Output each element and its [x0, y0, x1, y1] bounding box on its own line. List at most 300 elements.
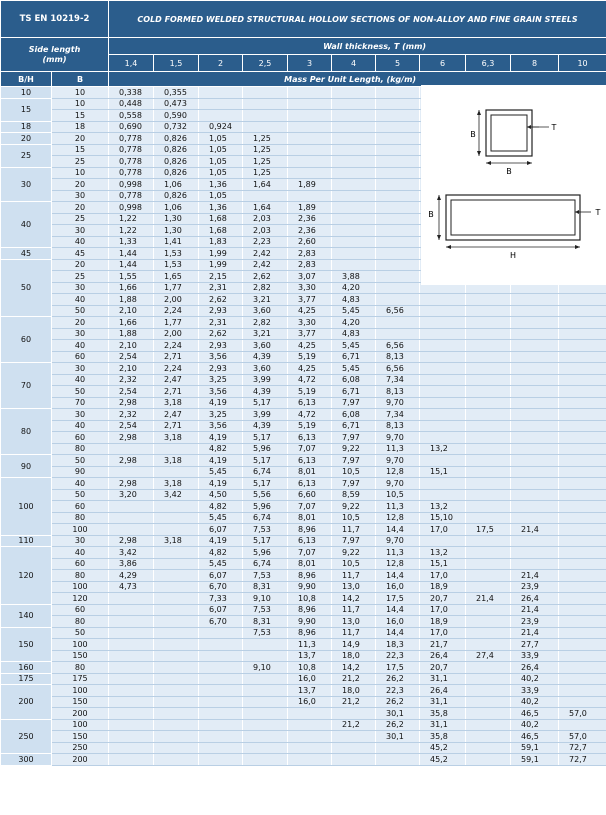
- mass-cell: [559, 501, 606, 513]
- mass-cell: [288, 754, 332, 766]
- mass-cell: 6,71: [332, 386, 376, 398]
- mass-cell: 1,22: [109, 213, 154, 225]
- b-cell: 60: [52, 432, 109, 444]
- mass-cell: [511, 455, 559, 467]
- mass-cell: 46,5: [511, 731, 559, 743]
- mass-cell: 6,07: [199, 524, 243, 536]
- mass-cell: 4,19: [199, 397, 243, 409]
- table-row: [1, 328, 606, 340]
- mass-cell: 14,9: [332, 639, 376, 651]
- mass-cell: 23,9: [511, 581, 559, 593]
- mass-cell: [288, 133, 332, 145]
- mass-cell: 1,22: [109, 225, 154, 237]
- mass-cell: [466, 616, 511, 628]
- mass-cell: 2,00: [154, 294, 199, 306]
- b-cell: 80: [52, 662, 109, 674]
- mass-cell: [511, 340, 559, 352]
- table-row: [1, 604, 606, 616]
- mass-cell: 35,8: [420, 708, 466, 720]
- mass-cell: 3,56: [199, 420, 243, 432]
- mass-cell: 1,65: [154, 271, 199, 283]
- mass-cell: 0,826: [154, 156, 199, 168]
- mass-cell: [376, 754, 420, 766]
- table-row: [1, 351, 606, 363]
- mass-cell: [376, 259, 420, 271]
- b-cell: 100: [52, 685, 109, 697]
- mass-cell: [559, 639, 606, 651]
- mass-cell: 17,0: [420, 524, 466, 536]
- mass-cell: [154, 558, 199, 570]
- mass-cell: 8,31: [243, 616, 288, 628]
- mass-cell: [109, 466, 154, 478]
- rect-b-label: B: [428, 210, 434, 219]
- mass-cell: [109, 742, 154, 754]
- mass-cell: [376, 317, 420, 329]
- table-row: [1, 754, 606, 766]
- mass-cell: [332, 248, 376, 260]
- bh-cell: 70: [1, 363, 52, 409]
- mass-cell: [154, 754, 199, 766]
- mass-cell: 3,60: [243, 340, 288, 352]
- mass-cell: [199, 754, 243, 766]
- mass-cell: [332, 98, 376, 110]
- mass-cell: 14,4: [376, 524, 420, 536]
- mass-cell: 2,15: [199, 271, 243, 283]
- mass-cell: [511, 501, 559, 513]
- mass-cell: 5,45: [332, 340, 376, 352]
- mass-cell: [559, 616, 606, 628]
- bh-cell: 140: [1, 604, 52, 627]
- mass-cell: [154, 524, 199, 536]
- mass-cell: 3,20: [109, 489, 154, 501]
- table-row: [1, 524, 606, 536]
- mass-cell: 2,00: [154, 328, 199, 340]
- b-cell: 30: [52, 190, 109, 202]
- mass-cell: [332, 121, 376, 133]
- b-cell: 20: [52, 179, 109, 191]
- mass-cell: 0,778: [109, 156, 154, 168]
- mass-cell: 26,4: [511, 662, 559, 674]
- mass-cell: 7,97: [332, 455, 376, 467]
- mass-cell: 4,29: [109, 570, 154, 582]
- mass-cell: [466, 742, 511, 754]
- mass-cell: [420, 489, 466, 501]
- mass-cell: [511, 294, 559, 306]
- mass-cell: [466, 673, 511, 685]
- mass-cell: 3,56: [199, 386, 243, 398]
- mass-cell: [109, 673, 154, 685]
- table-row: [1, 455, 606, 467]
- mass-cell: [243, 719, 288, 731]
- mass-cell: 11,3: [376, 443, 420, 455]
- mass-cell: 1,68: [199, 213, 243, 225]
- mass-cell: [288, 731, 332, 743]
- mass-cell: 2,10: [109, 363, 154, 375]
- side-length-header: [1, 38, 109, 72]
- mass-cell: [559, 420, 606, 432]
- mass-cell: 3,86: [109, 558, 154, 570]
- mass-cell: 2,23: [243, 236, 288, 248]
- mass-cell: 15,1: [420, 466, 466, 478]
- mass-cell: [376, 133, 420, 145]
- mass-cell: 6,74: [243, 558, 288, 570]
- mass-cell: 1,53: [154, 259, 199, 271]
- mass-cell: [420, 432, 466, 444]
- mass-cell: [511, 489, 559, 501]
- mass-cell: 59,1: [511, 754, 559, 766]
- mass-cell: [109, 662, 154, 674]
- mass-cell: 1,06: [154, 202, 199, 214]
- mass-cell: [109, 754, 154, 766]
- mass-cell: 27,4: [466, 650, 511, 662]
- mass-cell: [559, 593, 606, 605]
- table-row: [1, 374, 606, 386]
- mass-cell: [199, 87, 243, 99]
- bh-cell: 15: [1, 98, 52, 121]
- mass-cell: 4,19: [199, 535, 243, 547]
- mass-cell: [332, 133, 376, 145]
- mass-cell: 2,93: [199, 363, 243, 375]
- bh-cell: 30: [1, 167, 52, 202]
- mass-cell: [376, 202, 420, 214]
- mass-cell: [243, 696, 288, 708]
- mass-cell: [466, 397, 511, 409]
- mass-cell: 8,01: [288, 466, 332, 478]
- thickness-col-header: 8: [511, 55, 559, 72]
- b-cell: 15: [52, 110, 109, 122]
- mass-cell: 3,25: [199, 409, 243, 421]
- mass-cell: 2,10: [109, 305, 154, 317]
- mass-cell: 0,778: [109, 144, 154, 156]
- mass-cell: 2,32: [109, 409, 154, 421]
- mass-cell: [511, 386, 559, 398]
- bh-cell: 45: [1, 248, 52, 260]
- mass-cell: 31,1: [420, 719, 466, 731]
- mass-cell: [420, 397, 466, 409]
- table-row: [1, 512, 606, 524]
- mass-cell: [154, 501, 199, 513]
- mass-cell: 18,9: [420, 616, 466, 628]
- bh-cell: 18: [1, 121, 52, 133]
- bh-cell: 175: [1, 673, 52, 685]
- mass-cell: 1,36: [199, 202, 243, 214]
- mass-cell: [466, 662, 511, 674]
- mass-cell: 7,53: [243, 570, 288, 582]
- table-row: [1, 409, 606, 421]
- mass-cell: 4,19: [199, 455, 243, 467]
- mass-cell: [466, 294, 511, 306]
- mass-cell: [332, 259, 376, 271]
- mass-cell: 13,2: [420, 547, 466, 559]
- mass-cell: 45,2: [420, 742, 466, 754]
- table-row: [1, 397, 606, 409]
- mass-cell: [559, 581, 606, 593]
- mass-cell: [154, 662, 199, 674]
- b-cell: 25: [52, 156, 109, 168]
- mass-cell: [466, 478, 511, 490]
- mass-cell: [511, 558, 559, 570]
- mass-cell: 21,2: [332, 719, 376, 731]
- mass-cell: 2,98: [109, 535, 154, 547]
- mass-cell: [420, 294, 466, 306]
- mass-cell: 2,31: [199, 317, 243, 329]
- mass-cell: [109, 616, 154, 628]
- mass-cell: 5,19: [288, 351, 332, 363]
- mass-cell: [420, 363, 466, 375]
- mass-cell: [332, 731, 376, 743]
- mass-cell: 5,19: [288, 386, 332, 398]
- mass-cell: 0,778: [109, 133, 154, 145]
- mass-cell: 33,9: [511, 650, 559, 662]
- mass-cell: [154, 742, 199, 754]
- table-title: COLD FORMED WELDED STRUCTURAL HOLLOW SECTIONS OF NON-ALLOY AND FINE GRAIN STEELS: [109, 1, 606, 38]
- mass-cell: 1,89: [288, 179, 332, 191]
- mass-cell: 0,924: [199, 121, 243, 133]
- b-cell: 30: [52, 328, 109, 340]
- mass-cell: 5,96: [243, 547, 288, 559]
- mass-cell: [559, 443, 606, 455]
- table-row: [1, 558, 606, 570]
- mass-cell: 2,62: [243, 271, 288, 283]
- b-cell: 40: [52, 374, 109, 386]
- mass-cell: [332, 213, 376, 225]
- mass-cell: [154, 731, 199, 743]
- mass-cell: [154, 604, 199, 616]
- table-row: [1, 420, 606, 432]
- mass-cell: [154, 639, 199, 651]
- mass-cell: 3,77: [288, 294, 332, 306]
- mass-cell: [466, 351, 511, 363]
- b-cell: 30: [52, 282, 109, 294]
- mass-cell: [559, 363, 606, 375]
- table-row: [1, 662, 606, 674]
- mass-cell: [420, 328, 466, 340]
- mass-cell: [199, 673, 243, 685]
- table-row: [1, 547, 606, 559]
- square-b-bottom-label: B: [506, 167, 512, 176]
- mass-cell: [466, 558, 511, 570]
- mass-cell: [466, 363, 511, 375]
- square-t-label: T: [551, 123, 557, 132]
- mass-cell: 4,19: [199, 478, 243, 490]
- mass-cell: 7,53: [243, 524, 288, 536]
- mass-cell: 0,558: [109, 110, 154, 122]
- mass-cell: 10,5: [376, 489, 420, 501]
- mass-cell: [420, 351, 466, 363]
- mass-cell: 2,82: [243, 282, 288, 294]
- mass-cell: [559, 547, 606, 559]
- side-length-label: Side length: [28, 44, 81, 54]
- mass-cell: 9,70: [376, 397, 420, 409]
- bh-cell: 10: [1, 87, 52, 99]
- mass-cell: 5,96: [243, 443, 288, 455]
- table-row: [1, 719, 606, 731]
- mass-cell: [199, 662, 243, 674]
- mass-cell: 6,74: [243, 466, 288, 478]
- mass-cell: 2,47: [154, 374, 199, 386]
- thickness-col-header: 10: [559, 55, 606, 72]
- mass-cell: 2,03: [243, 213, 288, 225]
- mass-cell: [559, 627, 606, 639]
- mass-cell: [559, 409, 606, 421]
- mass-cell: 17,0: [420, 570, 466, 582]
- mass-cell: 1,05: [199, 144, 243, 156]
- section-diagrams: [421, 85, 606, 285]
- mass-cell: 17,0: [420, 604, 466, 616]
- mass-cell: 17,5: [376, 593, 420, 605]
- table-row: [1, 340, 606, 352]
- mass-cell: 3,99: [243, 409, 288, 421]
- mass-cell: 10,8: [288, 593, 332, 605]
- mass-cell: [376, 236, 420, 248]
- mass-cell: [466, 535, 511, 547]
- b-cell: 250: [52, 742, 109, 754]
- mass-cell: 1,68: [199, 225, 243, 237]
- mass-cell: [466, 581, 511, 593]
- mass-cell: [511, 420, 559, 432]
- mass-cell: 10,8: [288, 662, 332, 674]
- mass-cell: [511, 512, 559, 524]
- mass-cell: 12,8: [376, 466, 420, 478]
- mass-cell: 0,448: [109, 98, 154, 110]
- b-cell: 40: [52, 478, 109, 490]
- mass-cell: [199, 719, 243, 731]
- mass-cell: [199, 708, 243, 720]
- mass-cell: [109, 501, 154, 513]
- mass-cell: [288, 144, 332, 156]
- mass-cell: 1,05: [199, 167, 243, 179]
- mass-cell: [376, 742, 420, 754]
- table-row: [1, 581, 606, 593]
- mass-cell: 6,07: [199, 604, 243, 616]
- mass-cell: 1,41: [154, 236, 199, 248]
- mass-cell: 0,826: [154, 144, 199, 156]
- mass-cell: [154, 708, 199, 720]
- mass-cell: [332, 167, 376, 179]
- table-row: [1, 731, 606, 743]
- mass-cell: 3,30: [288, 282, 332, 294]
- b-cell: 60: [52, 501, 109, 513]
- mass-cell: 0,826: [154, 190, 199, 202]
- mass-cell: [466, 317, 511, 329]
- mass-cell: [288, 87, 332, 99]
- mass-cell: 6,13: [288, 478, 332, 490]
- mass-cell: 8,31: [243, 581, 288, 593]
- mass-cell: 7,34: [376, 374, 420, 386]
- mass-cell: 2,42: [243, 248, 288, 260]
- mass-cell: 27,7: [511, 639, 559, 651]
- b-cell: 80: [52, 443, 109, 455]
- mass-cell: 8,96: [288, 604, 332, 616]
- mass-cell: 3,99: [243, 374, 288, 386]
- mass-cell: 4,82: [199, 443, 243, 455]
- mass-cell: [332, 156, 376, 168]
- mass-cell: [420, 409, 466, 421]
- b-cell: 10: [52, 167, 109, 179]
- mass-cell: [154, 443, 199, 455]
- mass-cell: 3,88: [332, 271, 376, 283]
- mass-cell: 26,2: [376, 673, 420, 685]
- mass-cell: 4,39: [243, 351, 288, 363]
- mass-cell: 1,36: [199, 179, 243, 191]
- mass-cell: 1,30: [154, 225, 199, 237]
- mass-cell: 2,93: [199, 340, 243, 352]
- mass-cell: 26,4: [420, 650, 466, 662]
- mass-cell: 0,778: [109, 190, 154, 202]
- bh-cell: 40: [1, 202, 52, 248]
- mass-cell: [109, 650, 154, 662]
- b-cell: 20: [52, 202, 109, 214]
- mass-cell: 0,826: [154, 167, 199, 179]
- mass-cell: [420, 374, 466, 386]
- mass-cell: [332, 190, 376, 202]
- mass-cell: [109, 443, 154, 455]
- b-cell: 20: [52, 133, 109, 145]
- mass-cell: [332, 225, 376, 237]
- mass-cell: 4,25: [288, 363, 332, 375]
- mass-cell: [420, 305, 466, 317]
- mass-cell: 5,19: [288, 420, 332, 432]
- mass-cell: [288, 190, 332, 202]
- mass-cell: 2,71: [154, 351, 199, 363]
- table-row: [1, 742, 606, 754]
- mass-cell: [243, 754, 288, 766]
- mass-cell: [109, 604, 154, 616]
- mass-cell: [243, 121, 288, 133]
- mass-cell: 7,97: [332, 478, 376, 490]
- mass-cell: 1,99: [199, 248, 243, 260]
- mass-cell: [559, 604, 606, 616]
- b-cell: 50: [52, 305, 109, 317]
- mass-cell: 3,21: [243, 328, 288, 340]
- b-cell: 200: [52, 708, 109, 720]
- mass-cell: [154, 593, 199, 605]
- mass-cell: [466, 340, 511, 352]
- b-cell: 30: [52, 225, 109, 237]
- table-row: [1, 294, 606, 306]
- mass-cell: [466, 489, 511, 501]
- mass-cell: 2,62: [199, 328, 243, 340]
- mass-cell: [511, 305, 559, 317]
- mass-cell: [376, 328, 420, 340]
- b-cell: 50: [52, 386, 109, 398]
- mass-cell: [466, 547, 511, 559]
- mass-cell: [154, 616, 199, 628]
- mass-cell: 21,4: [511, 524, 559, 536]
- mass-cell: [420, 455, 466, 467]
- mass-cell: 4,25: [288, 340, 332, 352]
- mass-cell: [199, 731, 243, 743]
- mass-cell: [466, 685, 511, 697]
- mass-cell: 4,25: [288, 305, 332, 317]
- mass-cell: 1,05: [199, 156, 243, 168]
- rect-h-label: H: [509, 251, 517, 260]
- mass-cell: 2,82: [243, 317, 288, 329]
- mass-cell: 11,7: [332, 604, 376, 616]
- mass-cell: 11,3: [288, 639, 332, 651]
- mass-cell: 72,7: [559, 754, 606, 766]
- mass-cell: 6,13: [288, 432, 332, 444]
- mass-cell: 2,98: [109, 432, 154, 444]
- mass-cell: [559, 466, 606, 478]
- mass-cell: 7,33: [199, 593, 243, 605]
- mass-cell: 9,22: [332, 501, 376, 513]
- mass-cell: [154, 466, 199, 478]
- table-row: [1, 627, 606, 639]
- mass-cell: 3,77: [288, 328, 332, 340]
- mass-cell: [420, 420, 466, 432]
- mass-cell: 21,2: [332, 696, 376, 708]
